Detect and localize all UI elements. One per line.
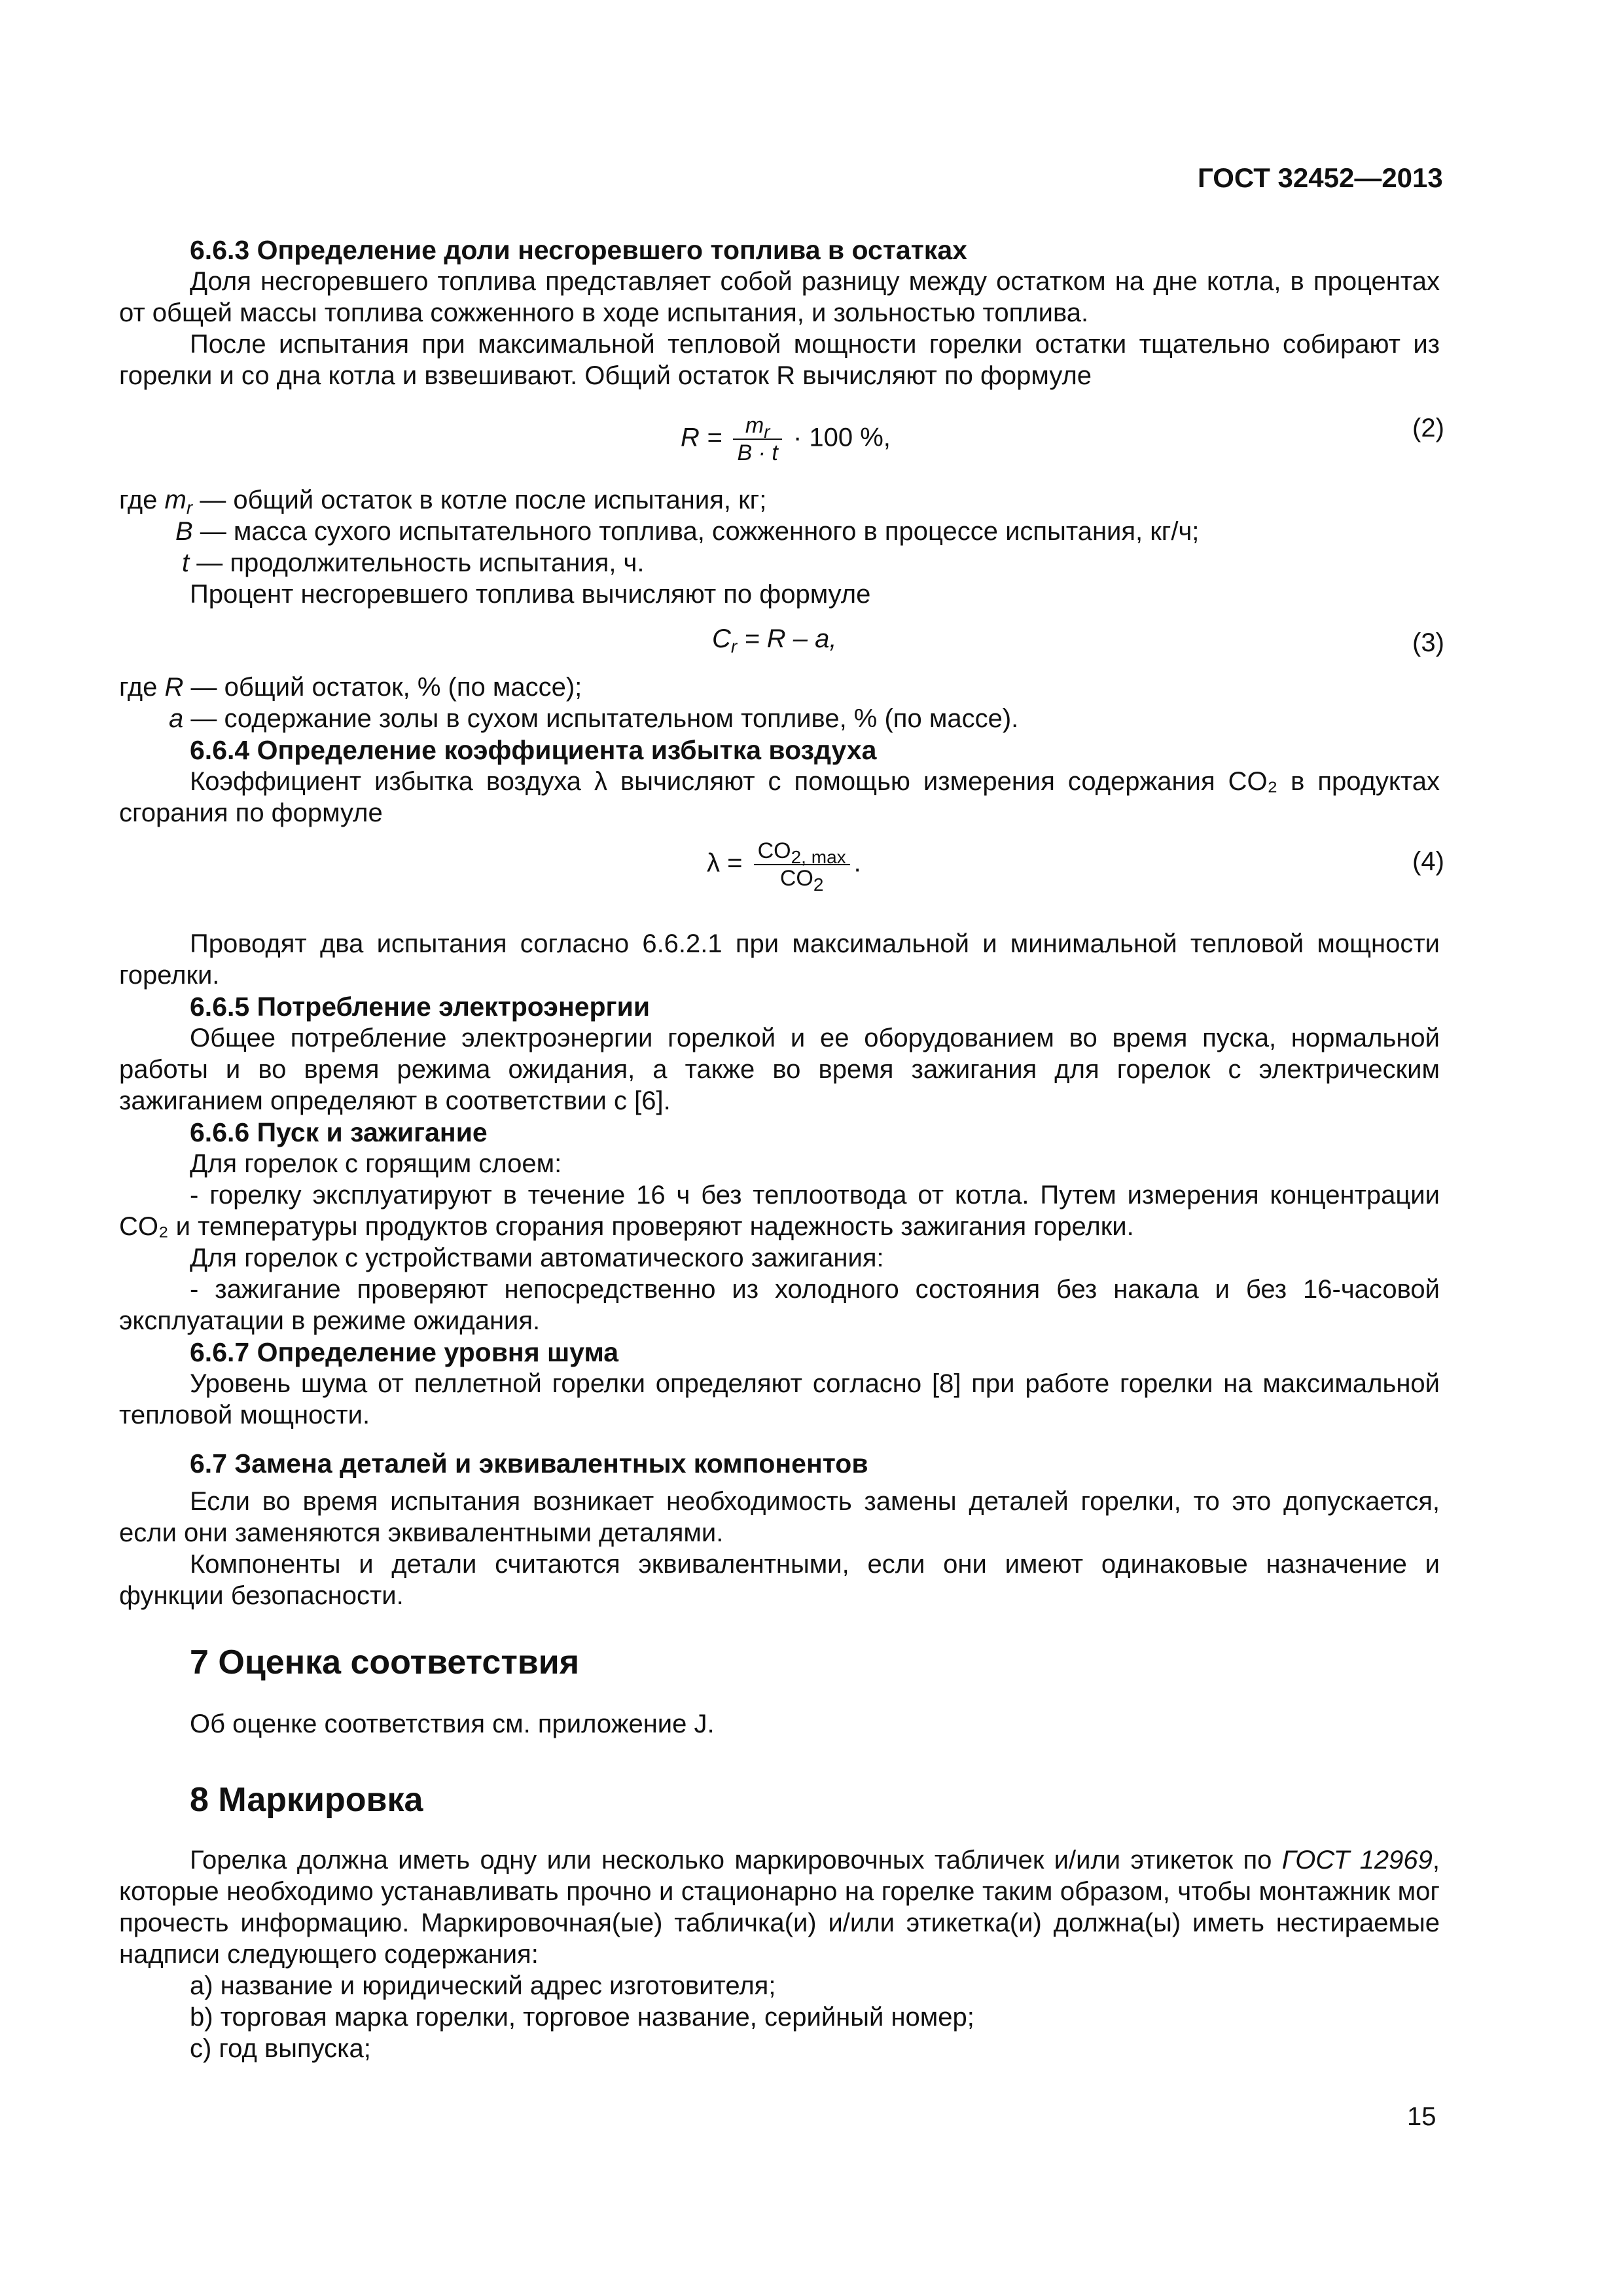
where-text: — общий остаток, % (по массе);: [183, 673, 582, 702]
numerator-subscript: 2, max: [791, 847, 846, 867]
formula-number: (4): [1412, 847, 1444, 876]
formula-rest: .: [853, 848, 861, 878]
section-heading: 6.6.6 Пуск и зажигание: [190, 1117, 488, 1147]
paragraph: Об оценке соответствия см. приложение J.: [190, 1710, 715, 1738]
chapter-heading: 7 Оценка соответствия: [190, 1643, 580, 1681]
section-6-6-3: [119, 234, 1440, 391]
paragraph-text: Горелка должна иметь одну или несколько маркировочных табличек и/или этикеток по: [190, 1846, 1282, 1874]
where-item: [119, 703, 1440, 734]
where-list-2: [119, 672, 1440, 734]
where-text: — продолжительность испытания, ч.: [189, 548, 645, 577]
numerator-subscript: r: [764, 422, 770, 442]
where-text: — общий остаток в котле после испытания, кг;: [192, 486, 767, 514]
fraction: [733, 412, 781, 466]
where-lead: где: [119, 486, 158, 514]
fraction-denominator: CO: [779, 866, 813, 891]
paragraph: Процент несгоревшего топлива вычисляют по формуле: [190, 580, 871, 609]
where-lead: где: [119, 673, 158, 702]
list-item: a) название и юридический адрес изготовителя;: [190, 1971, 776, 2000]
paragraph: После испытания при максимальной тепловой мощности горелки остатки тщательно собирают из горелки и со дна котла и взвешивают. Общий остаток R вычисляют по формуле: [119, 330, 1440, 390]
where-text: — содержание золы в сухом испытательном топливе, % (по массе).: [183, 704, 1019, 733]
symbol: m: [164, 486, 187, 514]
paragraph: [119, 1844, 1440, 1970]
chapter-heading: 8 Маркировка: [190, 1781, 423, 1819]
section-6-6-4-cont: [119, 928, 1440, 1431]
fraction-numerator: CO: [757, 838, 791, 863]
fraction: [754, 838, 850, 895]
formula-2: [681, 412, 891, 466]
section-6-6-4: [119, 734, 1440, 829]
formula-lhs: R =: [681, 423, 722, 452]
list-item: c) год выпуска;: [190, 2034, 371, 2063]
fraction-numerator: m: [745, 413, 764, 438]
paragraph-text: , которые необходимо устанавливать прочно и стационарно на горелке таким образом, чтобы монтажник мог прочесть информацию. Маркировочная(ые) табличка(и) и/или этикетка(и) должна(ы) иметь нестираемые надписи следующего содержания:: [119, 1846, 1440, 1969]
list-item: b) торговая марка горелки, торговое название, серийный номер;: [190, 2003, 974, 2032]
section-heading: 6.6.3 Определение доли несгоревшего топлива в остатках: [190, 235, 967, 265]
page-number: 15: [1407, 2102, 1436, 2131]
section-8: [119, 1780, 1440, 2064]
standard-reference: ГОСТ 12969: [1281, 1846, 1433, 1874]
where-text: — масса сухого испытательного топлива, сожженного в процессе испытания, кг/ч;: [192, 517, 1200, 546]
formula-lhs: λ =: [707, 848, 743, 878]
formula-number: (3): [1412, 628, 1444, 657]
paragraph: Проводят два испытания согласно 6.6.2.1 при максимальной и минимальной тепловой мощности горелки.: [119, 929, 1440, 990]
doc-code: ГОСТ 32452—2013: [1198, 162, 1443, 193]
section-6-7: [119, 1448, 1440, 1611]
where-item: [119, 516, 1440, 547]
symbol: R: [164, 673, 184, 702]
fraction-denominator: B · t: [737, 440, 778, 465]
symbol: t: [182, 548, 190, 577]
formula-rest: · 100 %,: [793, 423, 891, 452]
section-heading: 6.6.5 Потребление электроэнергии: [190, 992, 651, 1022]
where-item: [119, 484, 1440, 516]
paragraph: - горелку эксплуатируют в течение 16 ч без теплоотвода от котла. Путем измерения концентрации CO₂ и температуры продуктов сгорания проверяют надежность зажигания горелки.: [119, 1181, 1440, 1241]
formula-3: [712, 623, 837, 655]
paragraph: Коэффициент избытка воздуха λ вычисляют с помощью измерения содержания CO₂ в продуктах сгорания по формуле: [119, 767, 1440, 827]
paragraph: Если во время испытания возникает необходимость замены деталей горелки, то это допускается, если они заменяются эквивалентными деталями.: [119, 1487, 1440, 1547]
section-heading: 6.7 Замена деталей и эквивалентных компонентов: [190, 1448, 868, 1479]
formula-number: (2): [1412, 414, 1444, 442]
paragraph: Компоненты и детали считаются эквивалентными, если они имеют одинаковые назначение и функции безопасности.: [119, 1550, 1440, 1610]
paragraph: Доля несгоревшего топлива представляет собой разницу между остатком на дне котла, в процентах от общей массы топлива сожженного в ходе испытания, и зольностью топлива.: [119, 267, 1440, 327]
symbol: B: [175, 517, 193, 546]
paragraph: Общее потребление электроэнергии горелкой и ее оборудованием во время пуска, нормальной работы и во время режима ожидания, а также во время зажигания для горелок с электрическим зажиганием определяют в соответствии с [6].: [119, 1024, 1440, 1115]
paragraph: Уровень шума от пеллетной горелки определяют согласно [8] при работе горелки на максимальной тепловой мощности.: [119, 1369, 1440, 1429]
where-item: [119, 672, 1440, 703]
section-heading: 6.6.7 Определение уровня шума: [190, 1337, 619, 1367]
formula-4: [707, 838, 861, 895]
formula-lhs: C: [712, 624, 731, 653]
lhs-subscript: r: [730, 636, 738, 656]
where-list: [119, 484, 1440, 610]
section-heading: 6.6.4 Определение коэффициента избытка воздуха: [190, 735, 877, 765]
section-7: [119, 1643, 1440, 1740]
formula-rest: = R – a,: [737, 624, 837, 653]
where-item: [119, 547, 1440, 579]
symbol-subscript: r: [186, 497, 193, 518]
denominator-subscript: 2: [813, 874, 824, 895]
paragraph: - зажигание проверяют непосредственно из холодного состояния без накала и без 16-часовой эксплуатации в режиме ожидания.: [119, 1275, 1440, 1335]
paragraph: Для горелок с горящим слоем:: [190, 1149, 562, 1178]
symbol: a: [169, 704, 184, 733]
paragraph: Для горелок с устройствами автоматического зажигания:: [190, 1244, 884, 1272]
